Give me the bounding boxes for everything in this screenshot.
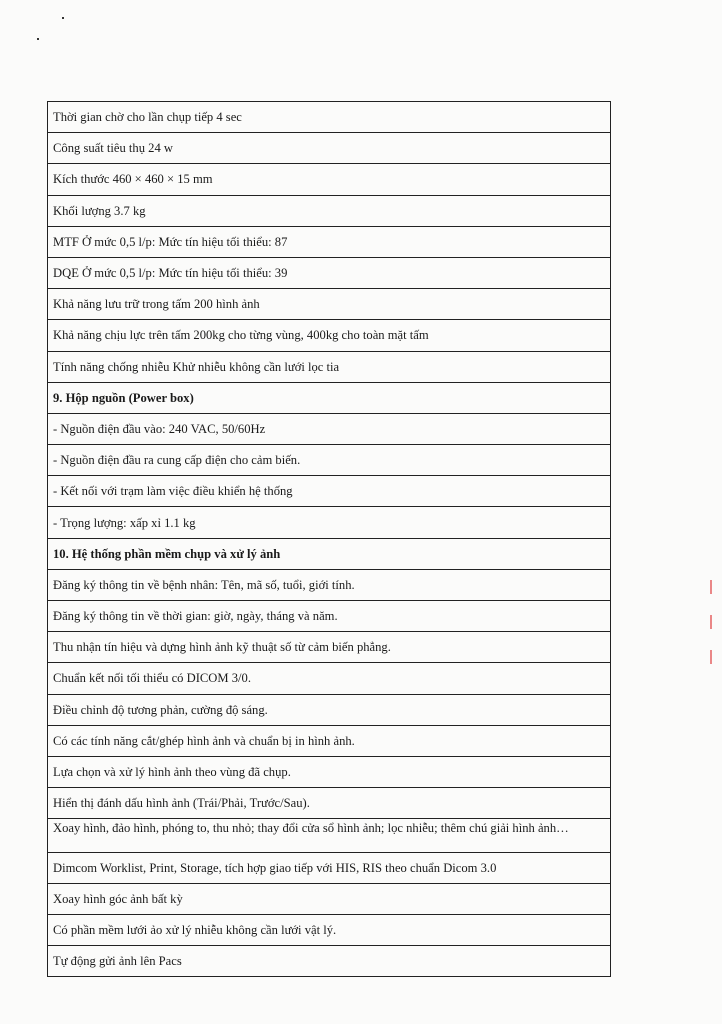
table-row xyxy=(48,351,611,382)
stamp-edge-mark xyxy=(710,650,722,664)
spec-cell: Có các tính năng cắt/ghép hình ảnh và chuẩn bị in hình ảnh. xyxy=(48,725,611,756)
spec-cell: Khả năng chịu lực trên tấm 200kg cho từng vùng, 400kg cho toàn mặt tấm xyxy=(48,320,611,351)
table-row xyxy=(48,507,611,538)
spec-cell: Tự động gửi ảnh lên Pacs xyxy=(48,946,611,977)
spec-cell: Khả năng lưu trữ trong tấm 200 hình ảnh xyxy=(48,289,611,320)
spec-cell: Xoay hình, đảo hình, phóng to, thu nhỏ; thay đổi cửa sổ hình ảnh; lọc nhiễu; thêm chú giải hình ảnh… xyxy=(48,819,611,852)
table-row xyxy=(48,946,611,977)
spec-cell: Có phần mềm lưới ảo xử lý nhiễu không cần lưới vật lý. xyxy=(48,914,611,945)
spec-cell: Công suất tiêu thụ 24 w xyxy=(48,133,611,164)
section-heading-cell: 9. Hộp nguồn (Power box) xyxy=(48,382,611,413)
table-row xyxy=(48,852,611,883)
spec-cell: - Nguồn điện đầu ra cung cấp điện cho cảm biến. xyxy=(48,445,611,476)
spec-table-body xyxy=(48,102,611,977)
table-row xyxy=(48,445,611,476)
table-row xyxy=(48,195,611,226)
table-row xyxy=(48,289,611,320)
spec-cell: Đăng ký thông tin về thời gian: giờ, ngày, tháng và năm. xyxy=(48,601,611,632)
stamp-edge-mark xyxy=(710,580,722,594)
spec-cell: Chuẩn kết nối tối thiểu có DICOM 3/0. xyxy=(48,663,611,694)
spec-cell: - Trọng lượng: xấp xỉ 1.1 kg xyxy=(48,507,611,538)
spec-cell: - Kết nối với trạm làm việc điều khiển hệ thống xyxy=(48,476,611,507)
stamp-edge-mark xyxy=(710,615,722,629)
spec-cell: Tính năng chống nhiễu Khử nhiễu không cần lưới lọc tia xyxy=(48,351,611,382)
table-row xyxy=(48,601,611,632)
table-row xyxy=(48,914,611,945)
table-row xyxy=(48,476,611,507)
table-row xyxy=(48,756,611,787)
table-row xyxy=(48,257,611,288)
spec-cell: Khối lượng 3.7 kg xyxy=(48,195,611,226)
table-row xyxy=(48,663,611,694)
table-row xyxy=(48,226,611,257)
table-row xyxy=(48,538,611,569)
table-row xyxy=(48,819,611,852)
table-row xyxy=(48,725,611,756)
spec-cell: Dimcom Worklist, Print, Storage, tích hợp giao tiếp với HIS, RIS theo chuẩn Dicom 3.0 xyxy=(48,852,611,883)
table-row xyxy=(48,164,611,195)
spec-cell: - Nguồn điện đầu vào: 240 VAC, 50/60Hz xyxy=(48,413,611,444)
table-row xyxy=(48,883,611,914)
spec-cell: Lựa chọn và xử lý hình ảnh theo vùng đã chụp. xyxy=(48,756,611,787)
table-row xyxy=(48,788,611,819)
spec-cell: DQE Ở mức 0,5 l/p: Mức tín hiệu tối thiểu: 39 xyxy=(48,257,611,288)
table-row xyxy=(48,320,611,351)
spec-cell: Kích thước 460 × 460 × 15 mm xyxy=(48,164,611,195)
spec-cell: Điều chỉnh độ tương phản, cường độ sáng. xyxy=(48,694,611,725)
table-row xyxy=(48,413,611,444)
table-row xyxy=(48,382,611,413)
spec-cell: Đăng ký thông tin về bệnh nhân: Tên, mã số, tuổi, giới tính. xyxy=(48,569,611,600)
spec-cell: Thu nhận tín hiệu và dựng hình ảnh kỹ thuật số từ cảm biến phẳng. xyxy=(48,632,611,663)
spec-table xyxy=(47,101,611,977)
scan-speck xyxy=(62,17,64,19)
spec-cell: MTF Ở mức 0,5 l/p: Mức tín hiệu tối thiểu: 87 xyxy=(48,226,611,257)
table-row xyxy=(48,102,611,133)
spec-cell: Hiển thị đánh dấu hình ảnh (Trái/Phải, Trước/Sau). xyxy=(48,788,611,819)
spec-cell: Xoay hình góc ảnh bất kỳ xyxy=(48,883,611,914)
table-row xyxy=(48,133,611,164)
scan-speck xyxy=(37,38,39,40)
table-row xyxy=(48,569,611,600)
table-row xyxy=(48,632,611,663)
spec-cell: Thời gian chờ cho lần chụp tiếp 4 sec xyxy=(48,102,611,133)
section-heading-cell: 10. Hệ thống phần mềm chụp và xử lý ảnh xyxy=(48,538,611,569)
table-row xyxy=(48,694,611,725)
